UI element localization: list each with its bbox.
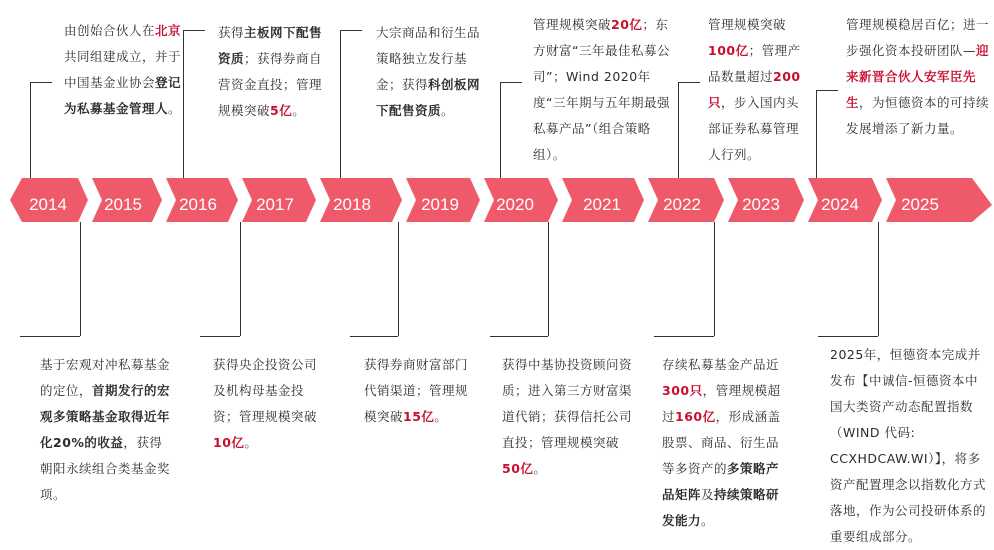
event-text-segment: 及: [701, 487, 715, 502]
event-text-segment: 。: [434, 409, 448, 424]
connector-2018-h: [340, 30, 362, 31]
event-2018: [376, 20, 488, 124]
connector-2019: [398, 222, 399, 336]
connector-2022-h: [678, 82, 700, 83]
event-2015: [40, 352, 172, 508]
event-text-segment: 200只: [708, 69, 801, 110]
event-text-segment: ，为恒德资本的可持续发展增添了新力量。: [846, 95, 990, 136]
year-2018: 2018: [333, 195, 371, 214]
event-2023: [708, 12, 808, 168]
year-2019: 2019: [421, 195, 459, 214]
year-2015: 2015: [104, 195, 142, 214]
event-text-segment: 科创板网下配售资质: [376, 77, 481, 118]
connector-2023-h: [654, 336, 714, 337]
event-text-segment: 15亿: [403, 409, 435, 424]
event-text-segment: 管理规模突破: [708, 17, 787, 32]
event-text-segment: 50亿: [502, 461, 534, 476]
connector-2019-h: [350, 336, 398, 337]
event-text-segment: 。: [292, 103, 306, 118]
connector-2014-h: [30, 82, 52, 83]
year-2017: 2017: [256, 195, 294, 214]
event-text-segment: 持续策略研发能力: [662, 487, 780, 528]
event-2017: [213, 352, 325, 456]
year-2023: 2023: [742, 195, 780, 214]
event-text-segment: 。: [168, 101, 182, 116]
event-2016: [218, 20, 330, 124]
event-text-segment: 。: [441, 103, 455, 118]
event-text-segment: 管理规模突破: [533, 17, 612, 32]
connector-2020: [500, 82, 501, 178]
year-2024: 2024: [821, 195, 859, 214]
event-text-segment: 存续私募基金产品近: [662, 357, 780, 372]
year-2022: 2022: [663, 195, 701, 214]
connector-2017-h: [200, 336, 240, 337]
connector-2018: [340, 30, 341, 178]
connector-2020-h: [500, 82, 522, 83]
event-text-segment: 由创始合伙人在: [64, 23, 156, 38]
event-2025: [830, 342, 990, 550]
event-text-segment: ；管理产品数量超过: [708, 43, 801, 84]
event-text-segment: 获得券商财富部门代销渠道；管理规模突破: [364, 357, 469, 424]
event-text-segment: 基于宏观对冲私募基金的定位，: [40, 357, 171, 398]
event-text-segment: 100亿: [708, 43, 749, 58]
event-text-segment: 获得央企投资公司及机构母基金投资；管理规模突破: [213, 357, 318, 424]
event-text-segment: ；获得券商自营资金直投；管理规模突破: [218, 51, 323, 118]
event-2019: [364, 352, 476, 430]
event-text-segment: 管理规模稳居百亿；进一步强化资本投研团队—: [846, 17, 990, 58]
connector-2015-h: [20, 336, 80, 337]
connector-2014: [30, 82, 31, 178]
event-2020: [533, 12, 675, 168]
event-text-segment: 。: [244, 435, 258, 450]
event-text-segment: 北京: [155, 23, 182, 38]
event-text-segment: 20亿: [611, 17, 643, 32]
event-2024: [846, 12, 990, 142]
event-2022: [662, 352, 788, 534]
event-text-segment: ，步入国内头部证券私募管理人行列。: [708, 95, 800, 162]
event-text-segment: 获得: [218, 25, 245, 40]
event-text-segment: ，管理规模超过: [662, 383, 781, 424]
event-text-segment: 主板网下配售资质: [218, 25, 323, 66]
connector-2025: [878, 222, 879, 336]
event-text-segment: ；东方财富“三年最佳私募公司”；Wind 2020年度“三年期与五年期最强私募产品”（组合策略组）。: [533, 17, 670, 162]
event-text-segment: 5亿: [270, 103, 293, 118]
event-text-segment: 10亿: [213, 435, 245, 450]
event-2021: [502, 352, 634, 482]
event-text-segment: 160亿: [675, 409, 716, 424]
connector-2015: [80, 222, 81, 336]
event-text-segment: 2025年，恒德资本完成并发布【中诚信-恒德资本中国大类资产动态配置指数（WIND 代码: CCXHDCAW.WI）】，将多资产配置理念以指数化方式落地，作为公司投研体系的重要组成部分。: [830, 347, 987, 544]
event-text-segment: 。: [701, 513, 715, 528]
event-text-segment: 迎来新晋合伙人安军臣先生: [846, 43, 990, 110]
connector-2024: [816, 90, 817, 178]
event-text-segment: 300只: [662, 383, 703, 398]
connector-2016: [183, 30, 184, 178]
event-text-segment: 登记为私募基金管理人: [64, 75, 182, 116]
event-text-segment: 共同组建成立，并于中国基金业协会: [64, 49, 182, 90]
event-text-segment: 获得中基协投资顾问资质；进入第三方财富渠道代销；获得信托公司直投；管理规模突破: [502, 357, 633, 450]
year-2016: 2016: [179, 195, 217, 214]
event-text-segment: 。: [533, 461, 547, 476]
event-text-segment: ，形成涵盖股票、商品、衍生品等多资产的: [662, 409, 781, 476]
connector-2022: [678, 82, 679, 178]
connector-2023: [714, 222, 715, 336]
connector-2017: [240, 222, 241, 336]
connector-2025-h: [818, 336, 878, 337]
event-text-segment: 多策略产品矩阵: [662, 461, 780, 502]
year-2020: 2020: [496, 195, 534, 214]
connector-2021-h: [490, 336, 548, 337]
event-text-segment: 大宗商品和衍生品策略独立发行基金；获得: [376, 25, 481, 92]
year-2021: 2021: [583, 195, 621, 214]
event-text-segment: ，获得朝阳永续组合类基金奖项。: [40, 435, 171, 502]
connector-2016-h: [183, 30, 205, 31]
connector-2024-h: [816, 90, 838, 91]
event-2014: [64, 18, 182, 122]
event-text-segment: 首期发行的宏观多策略基金取得近年化20%的收益: [40, 383, 171, 450]
year-2025: 2025: [901, 195, 939, 214]
year-2014: 2014: [29, 195, 67, 214]
connector-2021: [548, 222, 549, 336]
